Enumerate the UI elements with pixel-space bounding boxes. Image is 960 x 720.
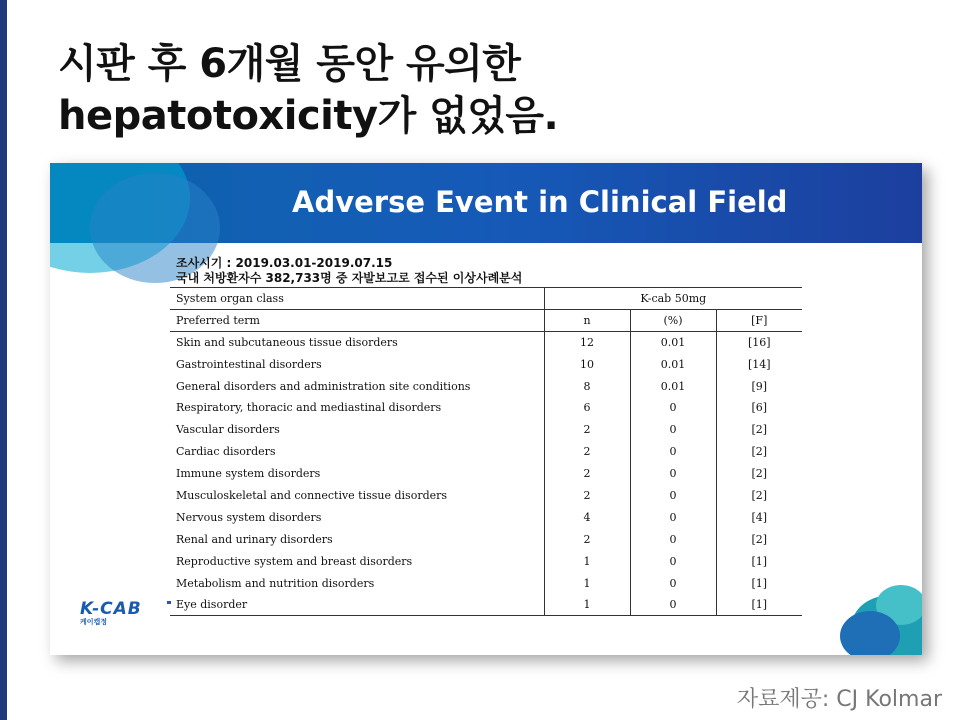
header-f: [F] (716, 309, 802, 331)
row-percent: 0 (630, 441, 716, 463)
logo-text: K-CAB (80, 599, 142, 619)
row-organ-class: Renal and urinary disorders (176, 532, 333, 546)
row-organ-class: Gastrointestinal disorders (176, 357, 322, 371)
row-percent: 0 (630, 397, 716, 419)
row-f: [9] (716, 375, 802, 397)
row-n: 12 (544, 331, 630, 353)
row-f: [2] (716, 441, 802, 463)
row-organ-class: Musculoskeletal and connective tissue disorders (176, 488, 448, 502)
row-f: [1] (716, 550, 802, 572)
headline (58, 38, 938, 142)
survey-info (176, 256, 522, 286)
row-f: [14] (716, 353, 802, 375)
row-organ-class: Reproductive system and breast disorders (176, 554, 413, 568)
slide-header-banner (50, 163, 922, 243)
row-n: 1 (544, 572, 630, 594)
row-n: 10 (544, 353, 630, 375)
row-organ-class: Metabolism and nutrition disorders (176, 576, 375, 590)
table-row (170, 572, 802, 594)
table-row (170, 419, 802, 441)
table-row (170, 441, 802, 463)
row-percent: 0 (630, 506, 716, 528)
table-row (170, 485, 802, 507)
row-f: [2] (716, 485, 802, 507)
survey-period: 조사시기 : 2019.03.01-2019.07.15 (176, 256, 393, 270)
slide-title: Adverse Event in Clinical Field (292, 185, 788, 219)
row-percent: 0.01 (630, 331, 716, 353)
row-percent: 0.01 (630, 375, 716, 397)
row-percent: 0 (630, 485, 716, 507)
table-row (170, 550, 802, 572)
row-n: 1 (544, 550, 630, 572)
row-organ-class: Eye disorder (170, 594, 544, 616)
row-percent: 0.01 (630, 353, 716, 375)
source-credit: 자료제공: CJ Kolmar (736, 687, 942, 712)
row-n: 2 (544, 528, 630, 550)
row-n: 2 (544, 441, 630, 463)
row-organ-class: Skin and subcutaneous tissue disorders (176, 335, 398, 349)
header-preferred-term: Preferred term (170, 309, 544, 331)
adverse-event-table (170, 287, 802, 616)
row-organ-class: Respiratory, thoracic and mediastinal disorders (176, 401, 442, 415)
table-row (170, 528, 802, 550)
row-f: [2] (716, 463, 802, 485)
row-organ-class: Cardiac disorders (176, 445, 276, 459)
row-percent: 0 (630, 550, 716, 572)
table-row (170, 463, 802, 485)
row-n: 2 (544, 463, 630, 485)
row-n: 2 (544, 485, 630, 507)
header-system-organ-class: System organ class (170, 288, 544, 310)
kcab-logo (80, 599, 170, 625)
row-percent: 0 (630, 463, 716, 485)
row-n: 8 (544, 375, 630, 397)
header-kcab-group: K-cab 50mg (544, 288, 802, 310)
row-f: [1] (716, 572, 802, 594)
row-f: [2] (716, 528, 802, 550)
table-subheader-row (170, 309, 802, 331)
headline-line-2: hepatotoxicity가 없었음. (58, 93, 559, 139)
headline-line-1: 시판 후 6개월 동안 유의한 (58, 41, 521, 87)
logo-dot-decoration (167, 601, 171, 604)
row-f: [4] (716, 506, 802, 528)
row-f: [2] (716, 419, 802, 441)
row-organ-class: Vascular disorders (176, 423, 280, 437)
row-n: 1 (544, 594, 630, 616)
embedded-slide (50, 163, 922, 655)
row-n: 4 (544, 506, 630, 528)
row-f: [16] (716, 331, 802, 353)
row-percent: 0 (630, 528, 716, 550)
survey-description: 국내 처방환자수 382,733명 중 자발보고로 접수된 이상사례분석 (176, 271, 523, 285)
table-row (170, 375, 802, 397)
logo-subtext: 케이캡정 (80, 618, 108, 626)
table-row (170, 506, 802, 528)
corner-wave-decoration (832, 585, 922, 655)
header-n: n (544, 309, 630, 331)
left-accent-bar (0, 0, 7, 720)
table-row (170, 397, 802, 419)
table-row (170, 353, 802, 375)
table-row (170, 331, 802, 353)
row-organ-class: Nervous system disorders (176, 510, 322, 524)
row-percent: 0 (630, 572, 716, 594)
row-percent: 0 (630, 419, 716, 441)
corner-shape (840, 611, 900, 655)
table-row (170, 594, 802, 616)
row-organ-class: General disorders and administration site conditions (176, 379, 471, 393)
row-percent: 0 (630, 594, 716, 616)
row-n: 6 (544, 397, 630, 419)
table-header-row (170, 288, 802, 310)
row-f: [6] (716, 397, 802, 419)
row-organ-class: Immune system disorders (176, 467, 321, 481)
header-percent: (%) (630, 309, 716, 331)
row-f: [1] (716, 594, 802, 616)
row-n: 2 (544, 419, 630, 441)
